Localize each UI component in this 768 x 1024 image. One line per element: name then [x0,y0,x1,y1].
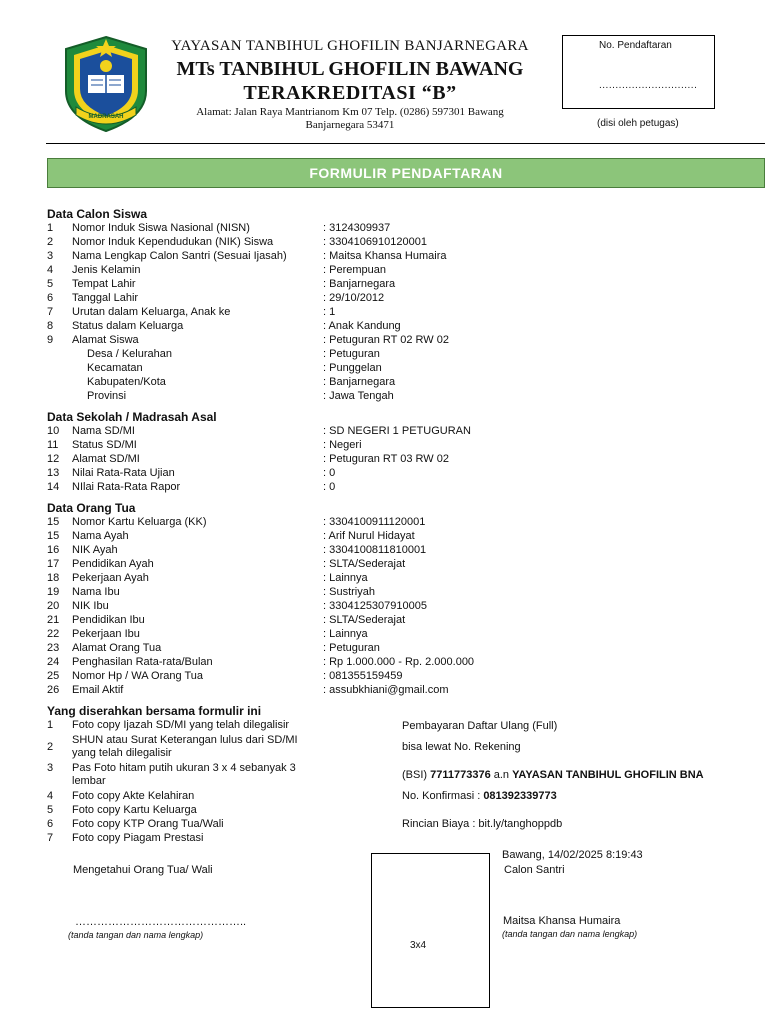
form-row: 9 Alamat Siswa : Petuguran RT 02 RW 02 [47,334,449,346]
section-title-sekolah-asal: Data Sekolah / Madrasah Asal [47,410,217,424]
form-row: 24 Penghasilan Rata-rata/Bulan : Rp 1.000.000 - Rp. 2.000.000 [47,656,475,668]
parent-signature-title: Mengetahui Orang Tua/ Wali [73,864,213,876]
form-row: 3 Nama Lengkap Calon Santri (Sesuai Ijasah) : Maitsa Khansa Humaira [47,250,447,262]
bank-account: (BSI) 7711773376 a.n YAYASAN TANBIHUL GHOFILIN BNA [402,769,704,781]
student-name: Maitsa Khansa Humaira [503,915,621,927]
form-row: 5 Tempat Lahir : Banjarnegara [47,278,396,290]
payment-line-1: Pembayaran Daftar Ulang (Full) [402,720,558,732]
registration-dots: .............................. [599,80,698,91]
form-row: 7 Urutan dalam Keluarga, Anak ke : 1 [47,306,336,318]
form-row: 13 Nilai Rata-Rata Ujian : 0 [47,467,336,479]
form-row: 26 Email Aktif : assubkhiani@gmail.com [47,684,449,696]
svg-text:MADRASAH: MADRASAH [88,114,124,120]
foundation-name: YAYASAN TANBIHUL GHOFILIN BANJARNEGARA [171,38,529,54]
form-row: 8 Status dalam Keluarga : Anak Kandung [47,320,401,332]
form-row: 23 Alamat Orang Tua : Petuguran [47,642,380,654]
form-row: 6 Tanggal Lahir : 29/10/2012 [47,292,385,304]
form-row: 15 Nomor Kartu Keluarga (KK) : 3304100911120001 [47,516,426,528]
photo-box [371,853,490,1008]
school-emblem-icon [62,35,150,133]
section-title-dokumen: Yang diserahkan bersama formulir ini [47,704,262,718]
form-row: 14 NIlai Rata-Rata Rapor : 0 [47,481,336,493]
school-name: MTs TANBIHUL GHOFILIN BAWANG [176,58,524,80]
accreditation: TERAKREDITASI “B” [243,82,457,104]
section-title-orang-tua: Data Orang Tua [47,501,136,515]
form-row: 11 Status SD/MI : Negeri [47,439,362,451]
form-title-banner [47,158,765,188]
form-row: 17 Pendidikan Ayah : SLTA/Sederajat [47,558,406,570]
account-name: YAYASAN TANBIHUL GHOFILIN BNA [512,769,704,781]
payment-line-2: bisa lewat No. Rekening [402,741,521,753]
confirmation-number: 081392339773 [483,790,557,802]
parent-signature-line: ……………………………………….. [75,916,247,928]
signature-date: Bawang, 14/02/2025 8:19:43 [502,849,643,861]
form-row: 10 Nama SD/MI : SD NEGERI 1 PETUGURAN [47,425,471,437]
form-row: Provinsi : Jawa Tengah [87,390,394,402]
form-row: Kecamatan : Punggelan [87,362,382,374]
registration-note: (disi oleh petugas) [597,118,679,129]
section-title-calon-siswa: Data Calon Siswa [47,207,148,221]
address-line-2: Banjarnegara 53471 [305,119,395,131]
school-logo [62,35,150,133]
form-row: 21 Pendidikan Ibu : SLTA/Sederajat [47,614,406,626]
form-title: FORMULIR PENDAFTARAN [309,165,503,181]
form-row: 12 Alamat SD/MI : Petuguran RT 03 RW 02 [47,453,449,465]
form-row: 22 Pekerjaan Ibu : Lainnya [47,628,368,640]
cost-details-link[interactable]: Rincian Biaya : bit.ly/tanghoppdb [402,818,563,830]
header-divider [46,143,765,144]
parent-signature-note: (tanda tangan dan nama lengkap) [68,930,204,940]
form-row: 18 Pekerjaan Ayah : Lainnya [47,572,368,584]
registration-number-box [562,35,715,109]
student-signature-note: (tanda tangan dan nama lengkap) [502,929,638,939]
form-row: 20 NIK Ibu : 3304125307910005 [47,600,427,612]
form-row: 4 Jenis Kelamin : Perempuan [47,264,386,276]
form-row: 25 Nomor Hp / WA Orang Tua : 081355159459 [47,670,403,682]
account-number: 7711773376 [430,769,491,781]
form-row: 2 Nomor Induk Kependudukan (NIK) Siswa : 3304106910120001 [47,236,427,248]
student-signature-title: Calon Santri [504,864,565,876]
confirmation: No. Konfirmasi : 081392339773 [402,790,557,802]
photo-size-label: 3x4 [410,940,427,951]
form-row: 15 Nama Ayah : Arif Nurul Hidayat [47,530,415,542]
form-row: 1 Nomor Induk Siswa Nasional (NISN) : 3124309937 [47,222,391,234]
form-row: Desa / Kelurahan : Petuguran [87,348,380,360]
form-row: Kabupaten/Kota : Banjarnegara [87,376,396,388]
registration-label: No. Pendaftaran [599,40,672,51]
form-row: 19 Nama Ibu : Sustriyah [47,586,375,598]
form-row: 16 NIK Ayah : 3304100811810001 [47,544,427,556]
address-line-1: Alamat: Jalan Raya Mantrianom Km 07 Telp. (0286) 597301 Bawang [196,106,504,118]
